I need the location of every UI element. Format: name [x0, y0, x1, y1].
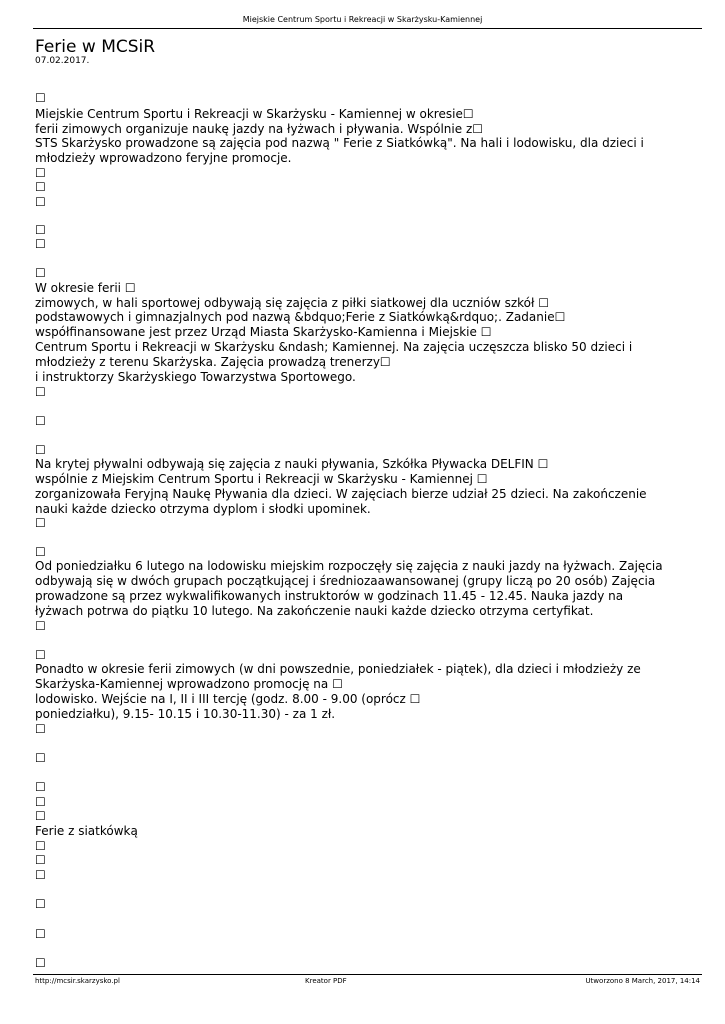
text-line: Ponadto w okresie ferii zimowych (w dni powszednie, poniedziałek - piątek), dla dzieci i młodzieży ze: [35, 662, 641, 676]
publish-date: 07.02.2017.: [35, 56, 90, 66]
text-line: Skarżyska-Kamiennej wprowadzono promocję na ☐: [35, 677, 343, 691]
footer-created-date: Utworzono 8 March, 2017, 14:14: [585, 977, 700, 985]
text-line: ☐: [35, 722, 46, 736]
text-line: ferii zimowych organizuje naukę jazdy na łyżwach i pływania. Wspólnie z☐: [35, 122, 484, 136]
text-line: ☐: [35, 853, 46, 867]
text-line: odbywają się w dwóch grupach początkującej i średniozaawansowanej (grupy liczą po 20 osób) Zajęcia: [35, 574, 656, 588]
text-line: Od poniedziałku 6 lutego na lodowisku miejskim rozpoczęły się zajęcia z nauki jazdy na łyżwach. Zajęcia: [35, 559, 663, 573]
text-line: ☐: [35, 927, 46, 941]
text-line: zimowych, w hali sportowej odbywają się zajęcia z piłki siatkowej dla uczniów szkół ☐: [35, 296, 549, 310]
text-line: ☐: [35, 443, 46, 457]
text-line: ☐: [35, 751, 46, 765]
text-line: Centrum Sportu i Rekreacji w Skarżysku &ndash; Kamiennej. Na zajęcia uczęszcza blisko 50 dzieci i: [35, 340, 633, 354]
text-line: wspólnie z Miejskim Centrum Sportu i Rekreacji w Skarżysku - Kamiennej ☐: [35, 472, 488, 486]
text-line: zorganizowała Feryjną Naukę Pływania dla dzieci. W zajęciach bierze udział 25 dzieci. Na zakończenie: [35, 487, 647, 501]
text-line: ☐: [35, 166, 46, 180]
text-line: ☐: [35, 956, 46, 970]
text-line: ☐: [35, 91, 46, 105]
page-title: Ferie w MCSiR: [35, 37, 156, 57]
text-line: ☐: [35, 868, 46, 882]
header-divider: [33, 28, 702, 29]
text-line: ☐: [35, 180, 46, 194]
text-line: Na krytej pływalni odbywają się zajęcia z nauki pływania, Szkółka Pływacka DELFIN ☐: [35, 457, 549, 471]
text-line: STS Skarżysko prowadzone są zajęcia pod nazwą " Ferie z Siatkówką". Na hali i lodowisku, dla dzieci i: [35, 136, 644, 150]
text-line: młodzieży wprowadzono feryjne promocje.: [35, 151, 292, 165]
text-line: ☐: [35, 385, 46, 399]
page-header: Miejskie Centrum Sportu i Rekreacji w Skarżysku-Kamiennej: [242, 15, 483, 24]
text-line: ☐: [35, 780, 46, 794]
text-line: poniedziałku), 9.15- 10.15 i 10.30-11.30) - za 1 zł.: [35, 707, 336, 721]
text-line: młodzieży z terenu Skarżyska. Zajęcia prowadzą trenerzy☐: [35, 355, 391, 369]
text-line: ☐: [35, 237, 46, 251]
text-line: łyżwach potrwa do piątku 10 lutego. Na zakończenie nauki każde dziecko otrzyma certyfikat.: [35, 604, 594, 618]
footer-generator: Kreator PDF: [305, 977, 347, 985]
footer-divider: [33, 974, 702, 975]
text-line: lodowisko. Wejście na I, II i III tercję (godz. 8.00 - 9.00 (oprócz ☐: [35, 692, 421, 706]
footer-url-link[interactable]: http://mcsir.skarzysko.pl: [35, 977, 120, 985]
text-line: ☐: [35, 897, 46, 911]
text-line: ☐: [35, 414, 46, 428]
text-line: ☐: [35, 795, 46, 809]
text-line: ☐: [35, 516, 46, 530]
text-line: ☐: [35, 809, 46, 823]
text-line: ☐: [35, 839, 46, 853]
text-line: podstawowych i gimnazjalnych pod nazwą &bdquo;Ferie z Siatkówką&rdquo;. Zadanie☐: [35, 310, 566, 324]
text-line: Ferie z siatkówką: [35, 824, 138, 838]
text-line: ☐: [35, 266, 46, 280]
text-line: prowadzone są przez wykwalifikowanych instruktorów w godzinach 11.45 - 12.45. Nauka jazdy na: [35, 589, 624, 603]
text-line: ☐: [35, 545, 46, 559]
text-line: W okresie ferii ☐: [35, 281, 136, 295]
text-line: współfinansowane jest przez Urząd Miasta Skarżysko-Kamienna i Miejskie ☐: [35, 325, 492, 339]
text-line: ☐: [35, 619, 46, 633]
text-line: nauki każde dziecko otrzyma dyplom i słodki upominek.: [35, 502, 371, 516]
text-line: ☐: [35, 195, 46, 209]
text-line: i instruktorzy Skarżyskiego Towarzystwa Sportowego.: [35, 370, 356, 384]
text-line: ☐: [35, 223, 46, 237]
text-line: Miejskie Centrum Sportu i Rekreacji w Skarżysku - Kamiennej w okresie☐: [35, 107, 474, 121]
text-line: ☐: [35, 648, 46, 662]
